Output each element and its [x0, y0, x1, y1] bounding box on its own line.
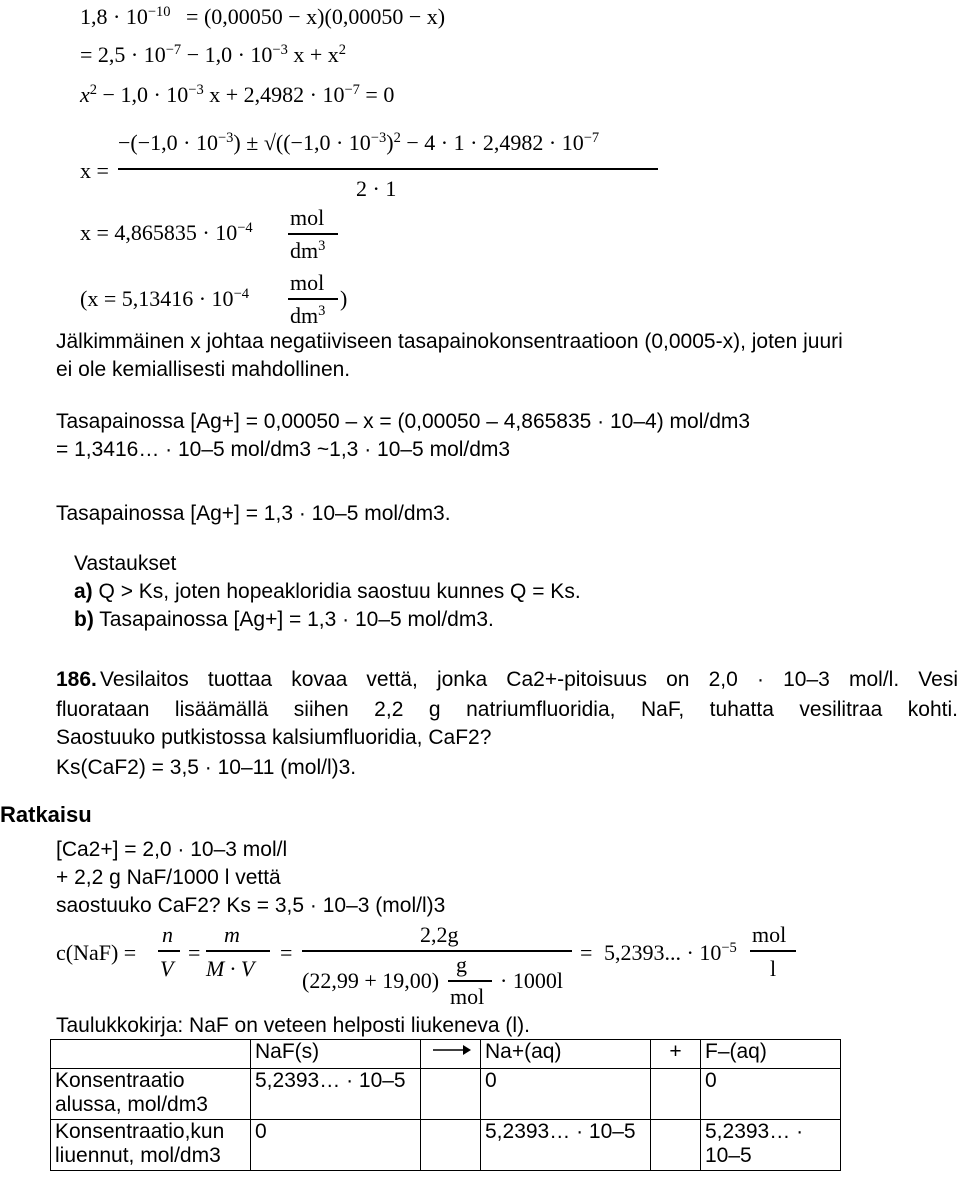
table-row — [51, 1120, 841, 1171]
eq1-text: 1,8 · 10 — [80, 4, 148, 29]
paragraph-2-line-2: = 1,3416… · 10–5 mol/dm3 ~1,3 · 10–5 mol/dm3 — [56, 438, 511, 461]
root-2 — [80, 286, 249, 311]
formula-eq-1: = — [188, 940, 201, 965]
answer-b-label: b) — [74, 608, 94, 631]
paragraph-1-line-2: ei ole kemiallisesti mahdollinen. — [56, 358, 351, 381]
table-header-row — [51, 1040, 841, 1069]
root2-unit-num: mol — [290, 270, 325, 295]
quadratic-fraction-bar — [118, 168, 658, 170]
equation-2 — [80, 42, 346, 67]
formula-f3-bar — [302, 950, 572, 952]
formula-unit-num: mol — [752, 922, 787, 947]
quad-num-exp3: −7 — [583, 130, 600, 147]
eq3-exp: −3 — [188, 82, 204, 99]
quadratic-numerator — [118, 130, 599, 155]
answer-a — [74, 580, 581, 604]
root1-unit-den — [290, 238, 325, 263]
root2-unit-den-text: dm — [290, 303, 319, 328]
formula-f3-num: 2,2g — [420, 922, 459, 947]
quadratic-lhs: x = — [80, 158, 109, 183]
eq3-end: = 0 — [359, 82, 395, 107]
equation-3 — [80, 82, 394, 107]
formula-eq-2: = — [280, 940, 293, 965]
answer-a-label: a) — [74, 580, 93, 603]
paragraph-1-line-1: Jälkimmäinen x johtaa negatiiviseen tasapainokonsentraatioon (0,0005-x), joten juuri — [56, 330, 843, 353]
table-header-cell — [51, 1040, 251, 1069]
quad-num-a: −(−1,0 · 10 — [118, 130, 218, 155]
eq2-exp2: −3 — [272, 42, 288, 59]
quad-num-b: ) ± √((−1,0 · 10 — [233, 130, 371, 155]
quad-num-exp: −3 — [217, 130, 234, 147]
table-cell — [651, 1069, 701, 1120]
formula-lhs: c(NaF) = — [56, 940, 137, 965]
root1-exp: −4 — [237, 220, 253, 237]
formula-unit-bar — [750, 950, 796, 952]
formula-f3-den-b: · 1000l — [500, 968, 563, 993]
eq2-mid: − 1,0 · 10 — [181, 42, 273, 67]
problem-line-2: fluorataan lisäämällä siihen 2,2 g natriumfluoridia, NaF, tuhatta vesilitraa kohti. — [56, 698, 958, 721]
solution-line-1: [Ca2+] = 2,0 · 10–3 mol/l — [56, 838, 288, 861]
table-cell: 0 — [251, 1120, 421, 1171]
table-cell — [421, 1120, 481, 1171]
eq3-x: x — [80, 82, 90, 107]
paragraph-2-line-1: Tasapainossa [Ag+] = 0,00050 – x = (0,00050 – 4,865835 · 10–4) mol/dm3 — [56, 410, 751, 433]
answer-b — [74, 608, 494, 632]
answer-a-text: Q > Ks, joten hopeakloridia saostuu kunnes Q = Ks. — [98, 580, 581, 603]
table-cell: 5,2393… · 10–5 — [251, 1069, 421, 1120]
eq1-rhs: = (0,00050 − x)(0,00050 − x) — [186, 4, 446, 29]
table-cell: Konsentraatio alussa, mol/dm3 — [51, 1069, 251, 1120]
root2-exp: −4 — [233, 286, 250, 303]
root1-text: x = 4,865835 · 10 — [80, 220, 238, 245]
eq3-sq: 2 — [89, 82, 98, 99]
concentration-table — [50, 1039, 841, 1171]
paragraph-3: Tasapainossa [Ag+] = 1,3 · 10–5 mol/dm3. — [56, 502, 451, 525]
table-row — [51, 1069, 841, 1120]
root2-unit-den — [290, 303, 325, 328]
answer-b-text: Tasapainossa [Ag+] = 1,3 · 10–5 mol/dm3. — [99, 608, 494, 631]
answers-heading: Vastaukset — [74, 552, 177, 575]
eq3-exp2: −7 — [344, 82, 360, 99]
formula-f3-den-unit-bar — [448, 980, 492, 982]
table-header-cell: Na+(aq) — [481, 1040, 651, 1069]
root-1 — [80, 220, 253, 245]
problem-line-3: Saostuuko putkistossa kalsiumfluoridia, CaF2? — [56, 726, 492, 749]
quad-num-d: − 4 · 1 · 2,4982 · 10 — [400, 130, 584, 155]
table-cell — [651, 1120, 701, 1171]
root2-unit-den-exp: 3 — [318, 303, 326, 320]
formula-f1-den: V — [160, 956, 174, 981]
quad-num-c: ) — [386, 130, 394, 155]
formula-f3-den-a: (22,99 + 19,00) — [302, 968, 440, 993]
root1-unit-num: mol — [290, 205, 325, 230]
eq2-text: = 2,5 · 10 — [80, 42, 166, 67]
formula-f3-den-unit-den: mol — [450, 984, 485, 1009]
formula-result-text: 5,2393... · 10 — [604, 940, 722, 965]
problem-line-4: Ks(CaF2) = 3,5 · 10–11 (mol/l)3. — [56, 756, 357, 779]
eq3-mid: − 1,0 · 10 — [97, 82, 189, 107]
problem-line-1: Vesilaitos tuottaa kovaa vettä, jonka Ca2+-pitoisuus on 2,0 · 10–3 mol/l. Vesi — [100, 668, 958, 691]
formula-f3-den-unit-num: g — [456, 952, 467, 977]
solution-line-3: saostuuko CaF2? Ks = 3,5 · 10–3 (mol/l)3 — [56, 894, 446, 917]
table-cell: 0 — [701, 1069, 841, 1120]
eq2-exp: −7 — [165, 42, 182, 59]
formula-unit-den: l — [770, 956, 777, 981]
table-cell: Konsentraatio,kun liuennut, mol/dm3 — [51, 1120, 251, 1171]
right-arrow-icon — [431, 1042, 471, 1058]
table-header-cell: F–(aq) — [701, 1040, 841, 1069]
formula-eq-3: = — [580, 940, 593, 965]
eq1-exp: −10 — [147, 4, 171, 21]
formula-f2-bar — [206, 950, 270, 952]
formula-result — [604, 940, 737, 965]
table-header-arrow — [421, 1040, 481, 1069]
formula-result-exp: −5 — [721, 940, 737, 957]
quad-num-exp2: −3 — [370, 130, 387, 147]
solution-heading: Ratkaisu — [0, 802, 92, 827]
root1-unit-den-exp: 3 — [318, 238, 326, 255]
root1-unit-den-text: dm — [290, 238, 319, 263]
formula-f2-num: m — [224, 922, 240, 947]
table-header-cell: + — [651, 1040, 701, 1069]
root2-close-paren: ) — [340, 286, 348, 311]
table-cell: 5,2393… · 10–5 — [481, 1120, 651, 1171]
eq3-mid2: x + 2,4982 · 10 — [203, 82, 345, 107]
table-header-cell: NaF(s) — [251, 1040, 421, 1069]
quad-num-sq: 2 — [393, 130, 401, 147]
table-cell: 5,2393… · 10–5 — [701, 1120, 841, 1171]
formula-f1-bar — [158, 950, 180, 952]
table-cell: 0 — [481, 1069, 651, 1120]
eq2-end: x + x — [287, 42, 339, 67]
formula-f2-den: M · V — [206, 956, 255, 981]
eq2-sq: 2 — [338, 42, 347, 59]
table-caption: Taulukkokirja: NaF on veteen helposti liukeneva (l). — [56, 1014, 530, 1037]
problem-number: 186. — [56, 668, 97, 691]
equation-1 — [80, 4, 445, 29]
solution-line-2: + 2,2 g NaF/1000 l vettä — [56, 866, 281, 889]
table-cell — [421, 1069, 481, 1120]
root2-unit-bar — [288, 298, 338, 300]
quadratic-denominator: 2 · 1 — [356, 176, 397, 201]
formula-f1-num: n — [162, 922, 173, 947]
root1-unit-bar — [288, 233, 338, 235]
root2-text: (x = 5,13416 · 10 — [80, 286, 234, 311]
